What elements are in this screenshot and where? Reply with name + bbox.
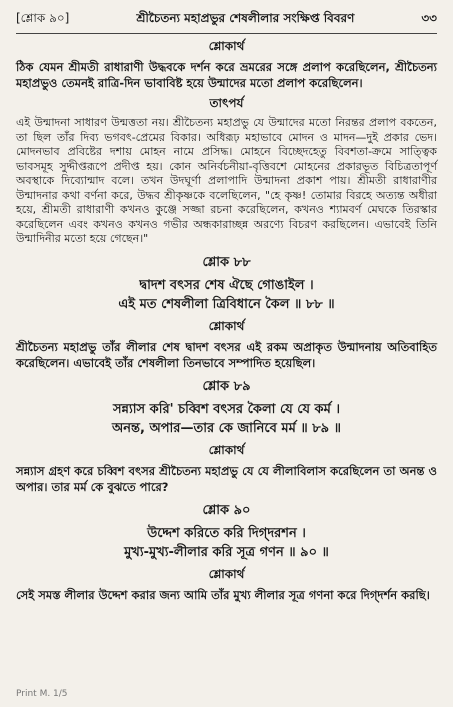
verse-90-line-2: মুখ্য-মুখ্য-লীলার করি সূত্র গণন ॥ ৯০ ॥ — [124, 544, 329, 560]
verse-90-title: শ্লোক ৯০ — [202, 502, 251, 518]
verse-88-translation-heading: শ্লোকার্থ — [208, 318, 245, 333]
translation-heading: শ্লোকার্থ — [208, 39, 245, 53]
verse-89-line-2: অনন্ত, অপার—তার কে জানিবে মর্ম ॥ ৮৯ ॥ — [112, 420, 341, 436]
verse-88-line-2: এই মত শেষলীলা ত্রিবিধানে কৈল ॥ ৮৮ ॥ — [118, 296, 335, 312]
verse-89-title: শ্লোক ৮৯ — [202, 378, 251, 394]
verse-90-translation-heading: শ্লোকার্থ — [208, 566, 245, 581]
verse-reference: [শ্লোক ৯০] — [16, 11, 70, 25]
verse-88-line-1: দ্বাদশ বৎসর শেষ ঐছে গোঙাইল । — [139, 277, 314, 293]
verse-88-translation: শ্রীচৈতন্য মহাপ্রভু তাঁর লীলার শেষ দ্বাদশ বৎসর এই রকম অপ্রাকৃত উন্মাদনায় অতিবাহিত করেছিলেন। এভাবেই তাঁর শেষলীলা তিনভাবে সম্পাদিত হয়েছিল। — [16, 339, 437, 370]
verse-90-line-1: উদ্দেশ করিতে করি দিগ্‌দরশন । — [147, 525, 306, 541]
running-title: শ্রীচৈতন্য মহাপ্রভুর শেষলীলার সংক্ষিপ্ত বিবরণ — [136, 11, 355, 25]
verse-89-translation-heading: শ্লোকার্থ — [208, 442, 245, 457]
verse-90-translation: সেই সমস্ত লীলার উদ্দেশ করার জন্য আমি তাঁর মুখ্য লীলার সূত্র গণনা করে দিগ্‌দর্শন করছি। — [16, 587, 430, 602]
verse-88-title: শ্লোক ৮৮ — [202, 254, 251, 270]
print-mark: Print M. 1/5 — [16, 689, 68, 699]
page-header — [16, 10, 437, 34]
verse-89-line-1: সন্ন্যাস করি' চব্বিশ বৎসর কৈলা যে যে কর্ম । — [112, 401, 341, 417]
purport-heading: তাৎপর্য — [209, 96, 244, 110]
page-number: ৩৩ — [421, 11, 437, 25]
translation-text: ঠিক যেমন শ্রীমতী রাধারাণী উদ্ধবকে দর্শন করে ভ্রমরের সঙ্গে প্রলাপ করেছিলেন, শ্রীচৈতন্য মহাপ্রভুও তেমনই রাত্রি-দিন ভাবাবিষ্ট হয়ে উন্মাদের মতো প্রলাপ করেছিলেন। — [16, 60, 437, 90]
verse-89-translation: সন্ন্যাস গ্রহণ করে চব্বিশ বৎসর শ্রীচৈতন্য মহাপ্রভু যে যে লীলাবিলাস করেছিলেন তা অনন্ত ও অপার। তার মর্ম কে বুঝতে পারে? — [16, 463, 437, 494]
purport-text: এই উন্মাদনা সাধারণ উন্মত্ততা নয়। শ্রীচৈতন্য মহাপ্রভু যে উন্মাদের মতো নিরন্তর প্রলাপ বকতেন, তা ছিল তাঁর দিব্য ভগবৎ-প্রেমের বিকার। অধিরূঢ় মহাভাবে মোদন ও মাদন—দুই প্রকার ভেদ। মোদনভাব প্রবিষ্টের দশায় মোহন নামে প্রসিদ্ধ। মোহনে বিচ্ছেদহেতু বিবশতা-ক্রমে সাত্ত্বিক ভাবসমূহ সুদ্দীপ্তরূপে প্রদীপ্ত হয়। কোন অনির্বচনীয়া-বৃত্তিবশে মোহনের প্রকারভূত বিচিত্রতাপূর্ণ অবস্থাকে দিব্যোন্মাদ বলে। তখন উদঘূর্ণা প্রলাপাদি উন্মাদনা প্রকাশ পায়। শ্রীমতী রাধারাণীর উন্মাদনার কথা বর্ণনা করে, উদ্ধব শ্রীকৃষ্ণকে বলেছিলেন, "হে কৃষ্ণ! তোমার বিরহে অত্যন্ত অধীরা হয়ে, শ্রীমতী রাধারাণী কখনও কুঞ্জে সজ্জা রচনা করেছিলেন, কখনও শ্যামবর্ণ মেঘকে তিরস্কার করেছিলেন এবং কখনও কখনও গভীর অন্ধকারাচ্ছন্ন অরণ্যে বিচরণ করছিলেন। এভাবেই তিনি উন্মাদিনীর মতো হয়ে গেছেন।" — [16, 116, 437, 245]
